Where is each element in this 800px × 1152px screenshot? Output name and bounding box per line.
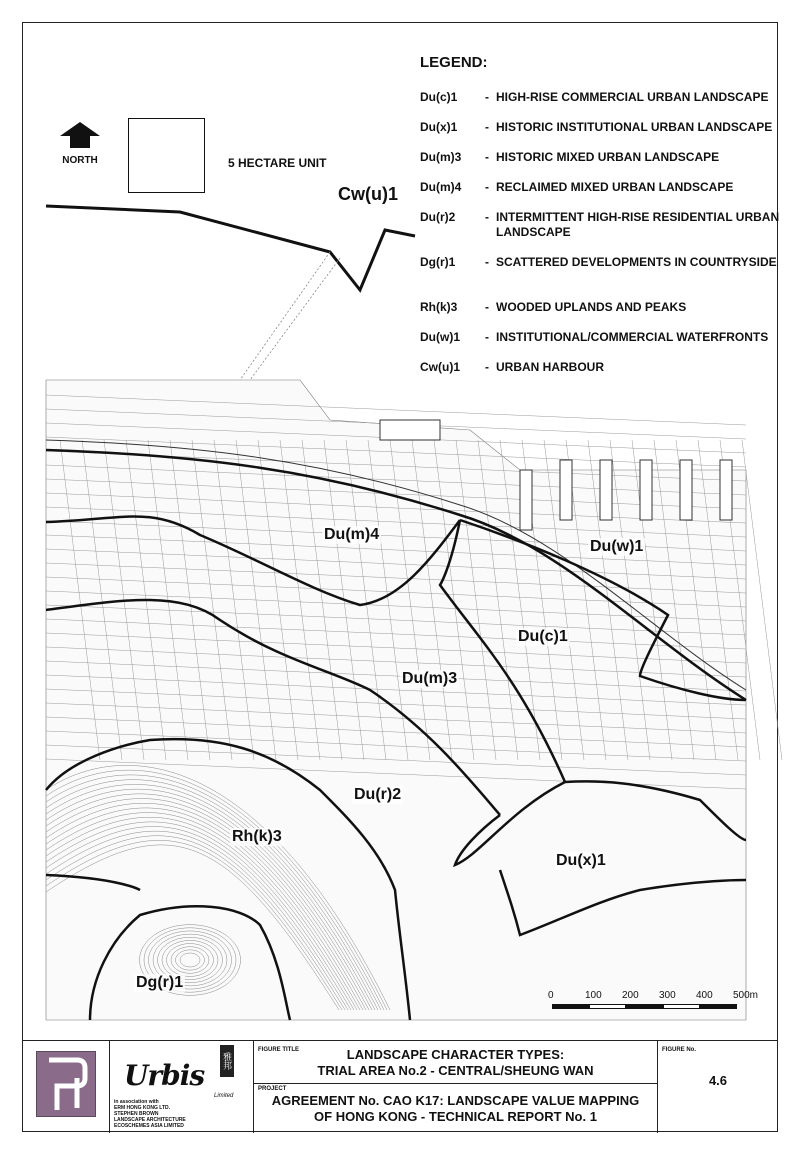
project-line2: OF HONG KONG - TECHNICAL REPORT No. 1 (314, 1109, 597, 1124)
urbis-sub: Limited (214, 1093, 234, 1099)
credit-line: in association with (114, 1099, 159, 1105)
zone-label-du-c-1: Du(c)1 (518, 628, 568, 645)
legend-code: Dg(r)1 (420, 255, 456, 269)
urbis-cell (110, 1041, 254, 1133)
project-label: PROJECT (258, 1086, 287, 1092)
credit-line: STEPHEN BROWN (114, 1111, 159, 1117)
scale-segment (552, 1004, 589, 1009)
legend-dash: - (485, 300, 489, 314)
scale-segment (700, 1004, 737, 1009)
legend-dash: - (485, 360, 489, 374)
legend-dash: - (485, 180, 489, 194)
legend-code: Du(w)1 (420, 330, 460, 344)
zone-label-rh-k-3: Rh(k)3 (232, 828, 282, 845)
legend-description: INTERMITTENT HIGH-RISE RESIDENTIAL URBAN LANDSCAPE (496, 210, 780, 239)
scale-tick-label: 0 (548, 990, 554, 1001)
figure-title-label: FIGURE TITLE (258, 1047, 299, 1053)
harbour-boundary-line (46, 206, 415, 290)
legend-dash: - (485, 120, 489, 134)
scale-tick-label: 400 (696, 990, 713, 1001)
legend-description: HISTORIC INSTITUTIONAL URBAN LANDSCAPE (496, 120, 773, 134)
figure-title-line2: TRIAL AREA No.2 - CENTRAL/SHEUNG WAN (317, 1063, 594, 1078)
legend-dash: - (485, 90, 489, 104)
scale-bar (548, 990, 759, 1020)
zone-label-du-r-2: Du(r)2 (354, 786, 402, 803)
north-label: NORTH (62, 155, 98, 166)
project-line1: AGREEMENT No. CAO K17: LANDSCAPE VALUE MAPPING (271, 1093, 640, 1108)
credit-line: LANDSCAPE ARCHITECTURE (114, 1117, 186, 1123)
scale-tick-label: 100 (585, 990, 602, 1001)
figure-title-line1: LANDSCAPE CHARACTER TYPES: (346, 1047, 565, 1062)
title-cell (254, 1041, 658, 1133)
zone-label-du-m-3: Du(m)3 (402, 670, 458, 687)
legend-code: Rh(k)3 (420, 300, 458, 314)
scale-tick-label: 200 (622, 990, 639, 1001)
legend-dash: - (485, 330, 489, 344)
figure-no-label: FIGURE No. (662, 1047, 696, 1053)
legend-code: Du(c)1 (420, 90, 458, 104)
urbis-wordmark: Urbis (124, 1059, 205, 1092)
legend-description: INSTITUTIONAL/COMMERCIAL WATERFRONTS (496, 330, 769, 344)
legend-dash: - (485, 150, 489, 164)
logo-cell (22, 1041, 110, 1133)
title-block (22, 1040, 778, 1132)
company-logo (36, 1051, 96, 1117)
title-divider (254, 1083, 658, 1084)
figure-no: 4.6 (708, 1073, 728, 1088)
zone-label-du-m-4: Du(m)4 (324, 526, 380, 543)
scale-tick-label: 300 (659, 990, 676, 1001)
legend-code: Du(r)2 (420, 210, 456, 224)
chinese-seal: 雅邦 (220, 1045, 234, 1077)
hectare-unit-label: 5 HECTARE UNIT (228, 156, 327, 170)
legend-code: Du(m)4 (420, 180, 462, 194)
figure-no-cell (658, 1041, 778, 1133)
legend-dash: - (485, 210, 489, 224)
legend-code: Cw(u)1 (420, 360, 460, 374)
zone-label-du-x-1: Du(x)1 (556, 852, 606, 869)
legend-description: RECLAIMED MIXED URBAN LANDSCAPE (496, 180, 734, 194)
legend-description: HISTORIC MIXED URBAN LANDSCAPE (496, 150, 720, 164)
credits (114, 1099, 186, 1129)
legend-code: Du(m)3 (420, 150, 462, 164)
legend-dash: - (485, 255, 489, 269)
logo-mark-icon (37, 1052, 95, 1116)
scale-segment (663, 1004, 700, 1009)
zone-label-du-w-1: Du(w)1 (590, 538, 644, 555)
legend-description: HIGH-RISE COMMERCIAL URBAN LANDSCAPE (496, 90, 769, 104)
scale-segment (589, 1004, 626, 1009)
credit-line: ERM HONG KONG LTD. (114, 1105, 171, 1111)
legend-description: WOODED UPLANDS AND PEAKS (496, 300, 687, 314)
legend-description: URBAN HARBOUR (496, 360, 604, 374)
zone-label-dg-r-1: Dg(r)1 (136, 974, 184, 991)
legend-description: SCATTERED DEVELOPMENTS IN COUNTRYSIDE (496, 255, 777, 269)
legend-code: Du(x)1 (420, 120, 458, 134)
scale-tick-label: 500m (733, 990, 759, 1001)
scale-segment (626, 1004, 663, 1009)
legend-title: LEGEND: (420, 54, 488, 71)
credit-line: ECOSCHEMES ASIA LIMITED (114, 1123, 184, 1129)
zone-label-cw-u-1: Cw(u)1 (338, 184, 398, 204)
